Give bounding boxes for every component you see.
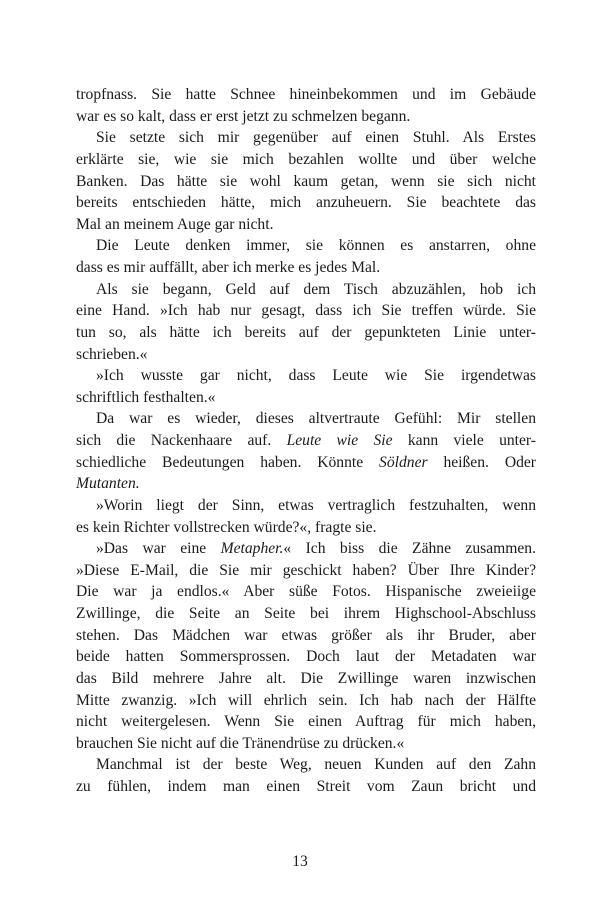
italic-text-segment: Söldner xyxy=(379,453,428,471)
text-line xyxy=(76,127,536,149)
text-segment: »Worin liegt der Sinn, etwas vertraglich festzuhalten, wenn xyxy=(96,496,536,514)
text-segment: das Bild mehrere Jahre alt. Die Zwillinge waren inzwischen xyxy=(76,669,536,687)
text-segment: tropfnass. Sie hatte Schnee hineinbekommen und im Gebäude xyxy=(76,86,536,103)
text-segment: war es so kalt, dass er erst jetzt zu schmelzen begann. xyxy=(76,107,411,125)
text-segment: eine Hand. »Ich hab nur gesagt, dass ich Sie treffen würde. Sie xyxy=(76,302,536,320)
text-segment: heißen. Oder xyxy=(427,453,536,471)
text-segment: nicht weitergelesen. Wenn Sie einen Auftrag für mich haben, xyxy=(76,713,536,731)
text-line xyxy=(76,408,536,430)
text-segment: kann viele unter- xyxy=(392,432,536,449)
text-line xyxy=(76,365,536,387)
text-line xyxy=(76,300,536,322)
text-segment: Sie setzte sich mir gegenüber auf einen Stuhl. Als Erstes xyxy=(96,129,536,147)
text-line xyxy=(76,711,536,733)
text-segment: Manchmal ist der beste Weg, neuen Kunden auf den Zahn xyxy=(96,756,536,774)
text-line xyxy=(76,452,536,474)
italic-text-segment: Metapher. xyxy=(220,540,284,558)
text-line xyxy=(76,538,536,560)
text-segment: sich die Nackenhaare auf. xyxy=(76,432,287,449)
text-segment: »Diese E-Mail, die Sie mir geschickt haben? Über Ihre Kinder? xyxy=(76,561,536,579)
paragraph xyxy=(76,365,536,408)
text-line xyxy=(76,430,536,452)
text-segment: Da war es wieder, dieses altvertraute Gefühl: Mir stellen xyxy=(96,410,536,428)
text-segment: beide hatten Sommersprossen. Doch laut der Metadaten war xyxy=(76,648,536,666)
text-segment: « Ich biss die Zähne zusammen. xyxy=(283,540,536,558)
text-line xyxy=(76,668,536,690)
text-line xyxy=(76,603,536,625)
paragraph xyxy=(76,754,536,797)
text-line xyxy=(76,235,536,257)
paragraph xyxy=(76,127,536,235)
paragraph xyxy=(76,279,536,366)
text-segment: es kein Richter vollstrecken würde?«, fragte sie. xyxy=(76,518,377,536)
text-segment: bereits entschieden hätte, mich anzuheuern. Sie beachtete das xyxy=(76,194,536,212)
text-segment: dass es mir auffällt, aber ich merke es jedes Mal. xyxy=(76,259,381,276)
text-line xyxy=(76,581,536,603)
text-line xyxy=(76,279,536,301)
text-segment: Mal an meinem Auge gar nicht. xyxy=(76,215,274,233)
text-line xyxy=(76,84,536,106)
text-line xyxy=(76,322,536,344)
text-segment: Banken. Das hätte sie wohl kaum getan, wenn sie sich nicht xyxy=(76,172,536,190)
text-segment: schiedliche Bedeutungen haben. Könnte xyxy=(76,453,380,471)
text-line xyxy=(76,257,536,279)
text-line xyxy=(76,776,536,798)
text-segment: schrieben.« xyxy=(76,345,148,363)
italic-text-segment: Leute wie Sie xyxy=(286,432,393,449)
text-line xyxy=(76,733,536,755)
text-line xyxy=(76,344,536,366)
text-line xyxy=(76,387,536,409)
page-number: 13 xyxy=(292,853,308,870)
text-line xyxy=(76,149,536,171)
text-segment: zu fühlen, indem man einen Streit vom Zaun bricht und xyxy=(76,778,536,795)
text-segment: tun so, als hätte ich bereits auf der gepunkteten Linie unter- xyxy=(76,323,536,341)
text-line xyxy=(76,192,536,214)
text-segment: Die war ja endlos.« Aber süße Fotos. Hispanische zweieiige xyxy=(76,583,536,601)
text-block xyxy=(76,84,536,798)
text-segment: Als sie begann, Geld auf dem Tisch abzuzählen, hob ich xyxy=(96,280,536,298)
text-segment: Die Leute denken immer, sie können es anstarren, ohne xyxy=(96,237,536,255)
paragraph xyxy=(76,495,536,538)
text-line xyxy=(76,625,536,647)
text-segment: »Das war eine xyxy=(96,540,221,558)
text-segment: brauchen Sie nicht auf die Tränendrüse zu drücken.« xyxy=(76,734,405,752)
italic-text-segment: Mutanten. xyxy=(76,475,140,493)
text-segment: schriftlich festhalten.« xyxy=(76,388,216,406)
text-segment: »Ich wusste gar nicht, dass Leute wie Sie irgendetwas xyxy=(96,367,536,385)
paragraph xyxy=(76,408,536,495)
text-line xyxy=(76,473,536,495)
text-segment: stehen. Das Mädchen war etwas größer als ihr Bruder, aber xyxy=(76,626,536,644)
paragraph xyxy=(76,84,536,127)
paragraph xyxy=(76,235,536,278)
text-line xyxy=(76,106,536,128)
text-segment: Mitte zwanzig. »Ich will ehrlich sein. Ich hab nach der Hälfte xyxy=(76,691,536,709)
text-line xyxy=(76,171,536,193)
text-line xyxy=(76,646,536,668)
text-line xyxy=(76,690,536,712)
text-segment: erklärte sie, wie sie mich bezahlen wollte und über welche xyxy=(76,150,536,168)
text-line xyxy=(76,517,536,539)
text-segment: Zwillinge, die Seite an Seite bei ihrem Highschool-Abschluss xyxy=(76,605,536,622)
text-line xyxy=(76,560,536,582)
text-line xyxy=(76,214,536,236)
paragraph xyxy=(76,538,536,754)
text-line xyxy=(76,495,536,517)
text-line xyxy=(76,754,536,776)
